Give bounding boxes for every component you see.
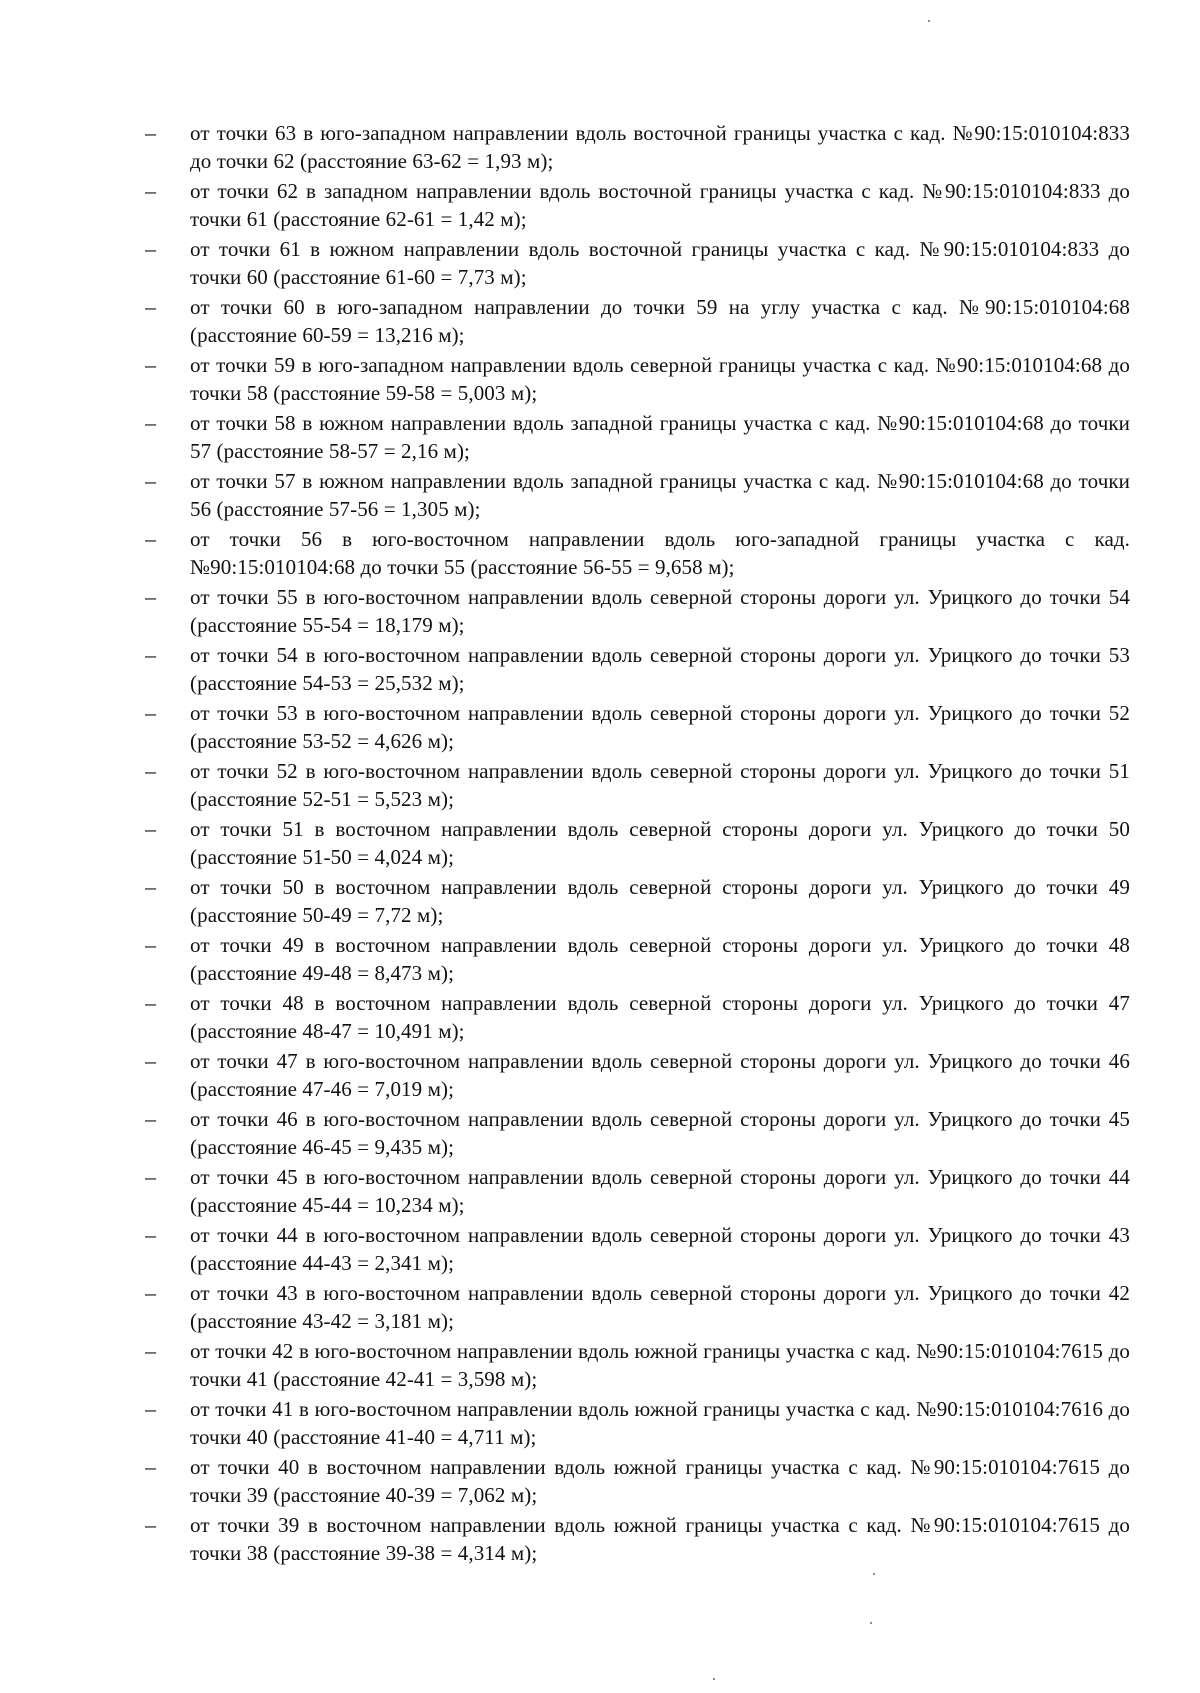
list-marker: – xyxy=(145,1512,156,1537)
list-marker: – xyxy=(145,352,156,377)
list-marker: – xyxy=(145,990,156,1015)
list-marker: – xyxy=(145,1164,156,1189)
boundary-description-list xyxy=(145,119,1130,1569)
list-item xyxy=(145,467,1130,525)
list-item-text: от точки 48 в восточном направлении вдоль северной стороны дороги ул. Урицкого до точки 47 (расстояние 48-47 = 10,491 м); xyxy=(190,991,1130,1043)
list-marker: – xyxy=(145,1338,156,1363)
list-item-text: от точки 60 в юго-западном направлении до точки 59 на углу участка с кад. №90:15:010104:68 (расстояние 60-59 = 13,216 м); xyxy=(190,295,1130,347)
list-item xyxy=(145,1337,1130,1395)
list-item-text: от точки 61 в южном направлении вдоль восточной границы участка с кад. №90:15:010104:833 до точки 60 (расстояние 61-60 = 7,73 м); xyxy=(190,237,1130,289)
list-item-text: от точки 39 в восточном направлении вдоль южной границы участка с кад. №90:15:010104:7615 до точки 38 (расстояние 39-38 = 4,314 м); xyxy=(190,1513,1130,1565)
list-item xyxy=(145,1395,1130,1453)
list-item-text: от точки 63 в юго-западном направлении вдоль восточной границы участка с кад. №90:15:010104:833 до точки 62 (расстояние 63-62 = 1,93 м); xyxy=(190,121,1130,173)
list-item xyxy=(145,525,1130,583)
list-item xyxy=(145,873,1130,931)
scan-speck xyxy=(870,1622,872,1624)
list-item-text: от точки 53 в юго-восточном направлении вдоль северной стороны дороги ул. Урицкого до точки 52 (расстояние 53-52 = 4,626 м); xyxy=(190,701,1130,753)
list-item xyxy=(145,1105,1130,1163)
list-marker: – xyxy=(145,410,156,435)
list-marker: – xyxy=(145,874,156,899)
list-marker: – xyxy=(145,294,156,319)
list-marker: – xyxy=(145,1222,156,1247)
list-item xyxy=(145,1221,1130,1279)
list-item xyxy=(145,1453,1130,1511)
list-item xyxy=(145,177,1130,235)
list-item-text: от точки 59 в юго-западном направлении вдоль северной границы участка с кад. №90:15:010104:68 до точки 58 (расстояние 59-58 = 5,003 м); xyxy=(190,353,1130,405)
list-item xyxy=(145,583,1130,641)
list-item-text: от точки 43 в юго-восточном направлении вдоль северной стороны дороги ул. Урицкого до точки 42 (расстояние 43-42 = 3,181 м); xyxy=(190,1281,1130,1333)
list-item xyxy=(145,351,1130,409)
list-item xyxy=(145,1511,1130,1569)
list-item xyxy=(145,1279,1130,1337)
list-marker: – xyxy=(145,120,156,145)
list-marker: – xyxy=(145,526,156,551)
list-marker: – xyxy=(145,1396,156,1421)
list-marker: – xyxy=(145,1280,156,1305)
list-item-text: от точки 42 в юго-восточном направлении вдоль южной границы участка с кад. №90:15:010104:7615 до точки 41 (расстояние 42-41 = 3,598 м); xyxy=(190,1339,1130,1391)
list-marker: – xyxy=(145,1454,156,1479)
list-item xyxy=(145,989,1130,1047)
list-marker: – xyxy=(145,758,156,783)
list-item-text: от точки 50 в восточном направлении вдоль северной стороны дороги ул. Урицкого до точки 49 (расстояние 50-49 = 7,72 м); xyxy=(190,875,1130,927)
list-item-text: от точки 46 в юго-восточном направлении вдоль северной стороны дороги ул. Урицкого до точки 45 (расстояние 46-45 = 9,435 м); xyxy=(190,1107,1130,1159)
list-marker: – xyxy=(145,816,156,841)
list-marker: – xyxy=(145,178,156,203)
scan-speck xyxy=(713,1678,715,1680)
list-item xyxy=(145,1047,1130,1105)
list-item xyxy=(145,699,1130,757)
list-item-text: от точки 49 в восточном направлении вдоль северной стороны дороги ул. Урицкого до точки 48 (расстояние 49-48 = 8,473 м); xyxy=(190,933,1130,985)
list-item-text: от точки 57 в южном направлении вдоль западной границы участка с кад. №90:15:010104:68 до точки 56 (расстояние 57-56 = 1,305 м); xyxy=(190,469,1130,521)
list-marker: – xyxy=(145,700,156,725)
list-item-text: от точки 52 в юго-восточном направлении вдоль северной стороны дороги ул. Урицкого до точки 51 (расстояние 52-51 = 5,523 м); xyxy=(190,759,1130,811)
list-item-text: от точки 51 в восточном направлении вдоль северной стороны дороги ул. Урицкого до точки 50 (расстояние 51-50 = 4,024 м); xyxy=(190,817,1130,869)
list-item xyxy=(145,409,1130,467)
list-marker: – xyxy=(145,932,156,957)
list-item-text: от точки 47 в юго-восточном направлении вдоль северной стороны дороги ул. Урицкого до точки 46 (расстояние 47-46 = 7,019 м); xyxy=(190,1049,1130,1101)
list-item-text: от точки 44 в юго-восточном направлении вдоль северной стороны дороги ул. Урицкого до точки 43 (расстояние 44-43 = 2,341 м); xyxy=(190,1223,1130,1275)
list-marker: – xyxy=(145,584,156,609)
list-marker: – xyxy=(145,1106,156,1131)
list-item-text: от точки 45 в юго-восточном направлении вдоль северной стороны дороги ул. Урицкого до точки 44 (расстояние 45-44 = 10,234 м); xyxy=(190,1165,1130,1217)
list-item xyxy=(145,235,1130,293)
list-item-text: от точки 62 в западном направлении вдоль восточной границы участка с кад. №90:15:010104:833 до точки 61 (расстояние 62-61 = 1,42 м); xyxy=(190,179,1130,231)
list-item-text: от точки 54 в юго-восточном направлении вдоль северной стороны дороги ул. Урицкого до точки 53 (расстояние 54-53 = 25,532 м); xyxy=(190,643,1130,695)
list-marker: – xyxy=(145,642,156,667)
list-item-text: от точки 56 в юго-восточном направлении вдоль юго-западной границы участка с кад. №90:15:010104:68 до точки 55 (расстояние 56-55 = 9,658 м); xyxy=(190,527,1130,579)
list-marker: – xyxy=(145,1048,156,1073)
list-item xyxy=(145,931,1130,989)
scan-speck xyxy=(928,20,930,22)
list-item-text: от точки 41 в юго-восточном направлении вдоль южной границы участка с кад. №90:15:010104:7616 до точки 40 (расстояние 41-40 = 4,711 м); xyxy=(190,1397,1130,1449)
scan-speck xyxy=(873,1573,875,1575)
list-item-text: от точки 55 в юго-восточном направлении вдоль северной стороны дороги ул. Урицкого до точки 54 (расстояние 55-54 = 18,179 м); xyxy=(190,585,1130,637)
list-item xyxy=(145,293,1130,351)
list-item-text: от точки 58 в южном направлении вдоль западной границы участка с кад. №90:15:010104:68 до точки 57 (расстояние 58-57 = 2,16 м); xyxy=(190,411,1130,463)
list-item xyxy=(145,757,1130,815)
list-marker: – xyxy=(145,468,156,493)
list-marker: – xyxy=(145,236,156,261)
list-item xyxy=(145,641,1130,699)
list-item xyxy=(145,815,1130,873)
list-item xyxy=(145,119,1130,177)
list-item-text: от точки 40 в восточном направлении вдоль южной границы участка с кад. №90:15:010104:7615 до точки 39 (расстояние 40-39 = 7,062 м); xyxy=(190,1455,1130,1507)
list-item xyxy=(145,1163,1130,1221)
